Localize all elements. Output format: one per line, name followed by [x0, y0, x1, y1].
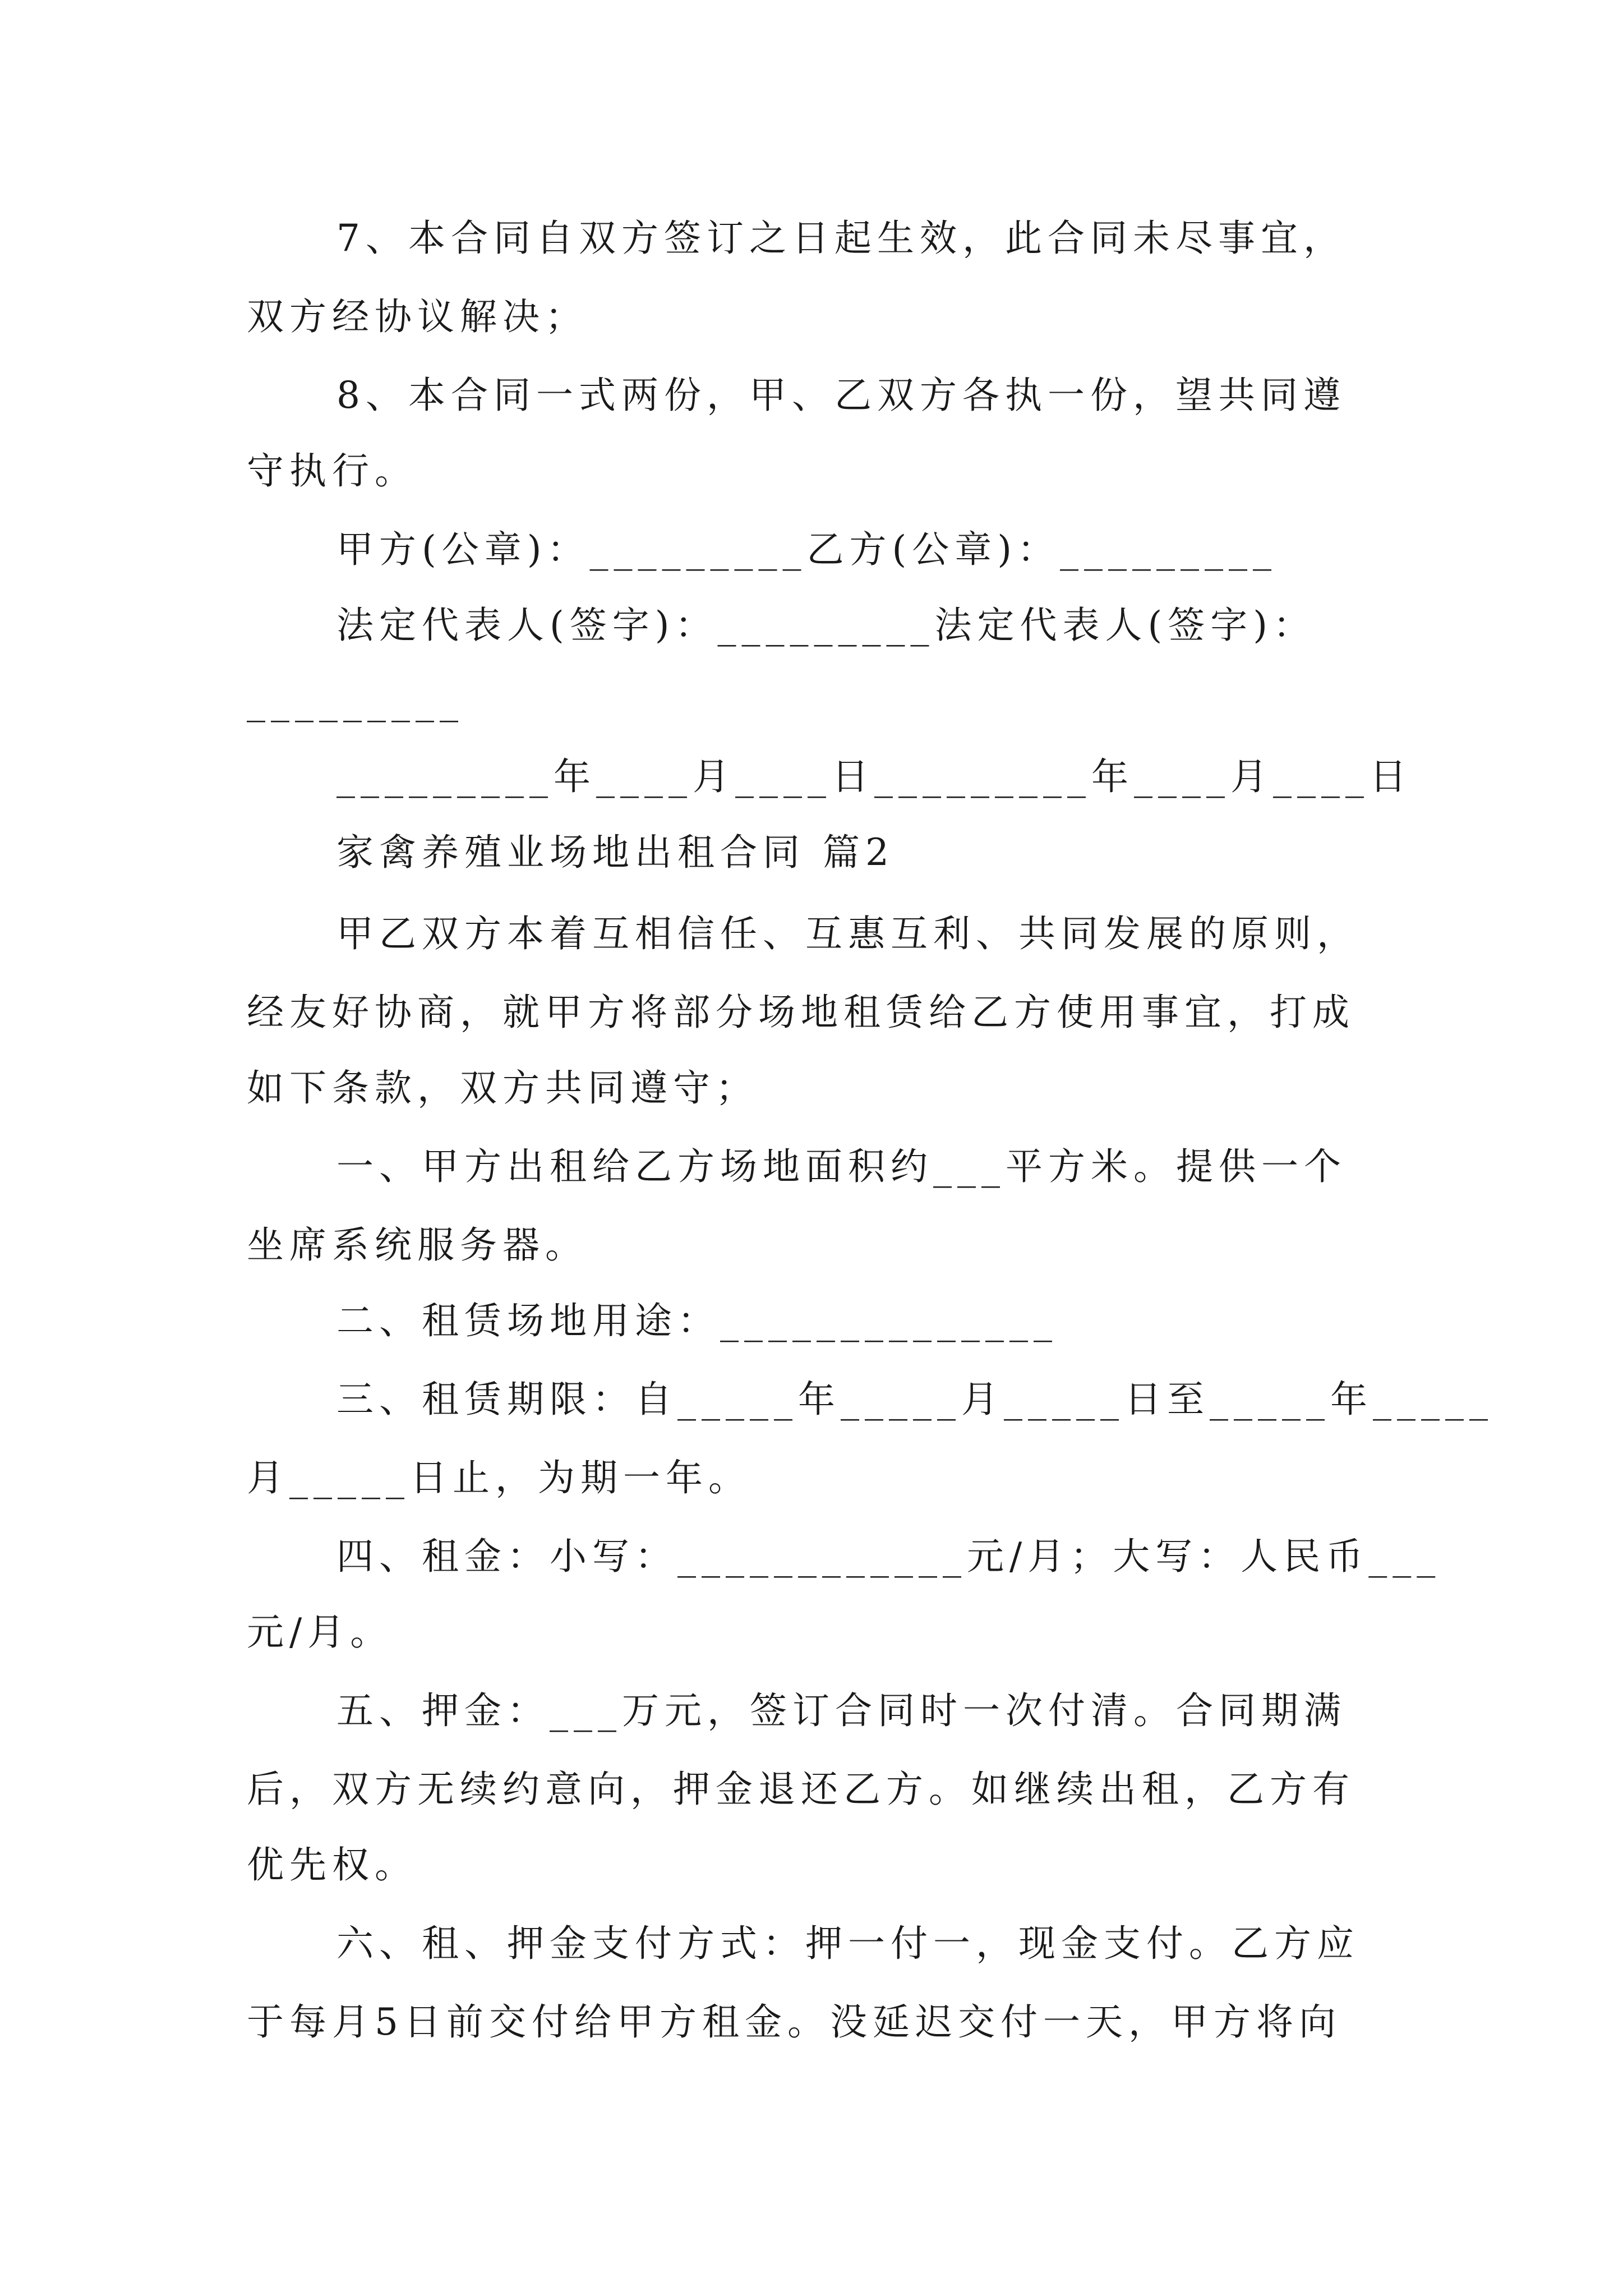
legal-rep-signature-line: 法定代表人(签字)：_________法定代表人(签字)： — [336, 604, 1316, 647]
article-5-line-2: 后，双方无续约意向，押金退还乙方。如继续出租，乙方有 — [247, 1768, 1355, 1811]
party-seal-line: 甲方(公章)：_________乙方(公章)：_________ — [336, 528, 1277, 571]
article-4-line-2: 元/月。 — [247, 1611, 393, 1654]
article-6-line-2: 于每月5日前交付给甲方租金。没延迟交付一天，甲方将向 — [247, 2000, 1341, 2044]
intro-line-1: 甲乙双方本着互相信任、互惠互利、共同发展的原则， — [336, 912, 1359, 955]
clause-7-line-1: 7、本合同自双方签订之日起生效，此合同未尽事宜， — [336, 217, 1346, 260]
intro-line-2: 经友好协商，就甲方将部分场地租赁给乙方使用事宜，打成 — [247, 991, 1355, 1034]
clause-8-line-2: 守执行。 — [247, 449, 417, 493]
section-title-part-2: 家禽养殖业场地出租合同 篇2 — [336, 831, 895, 874]
clause-7-line-2: 双方经协议解决； — [247, 295, 588, 338]
article-5-line-1: 五、押金：___万元，签订合同时一次付清。合同期满 — [336, 1689, 1347, 1732]
article-1-line-1: 一、甲方出租给乙方场地面积约___平方米。提供一个 — [336, 1145, 1347, 1188]
article-3-line-2: 月_____日止，为期一年。 — [247, 1456, 751, 1499]
article-5-line-3: 优先权。 — [247, 1843, 417, 1887]
article-2-line: 二、租赁场地用途：______________ — [336, 1299, 1058, 1342]
article-3-line-1: 三、租赁期限：自_____年_____月_____日至_____年_____ — [336, 1378, 1493, 1421]
intro-line-3: 如下条款，双方共同遵守； — [247, 1066, 758, 1110]
signature-blank-continued: _________ — [247, 679, 464, 723]
clause-8-line-1: 8、本合同一式两份，甲、乙双方各执一份，望共同遵 — [336, 374, 1346, 417]
article-4-line-1: 四、租金：小写：____________元/月；大写：人民币___ — [336, 1535, 1441, 1578]
date-line: _________年____月____日_________年____月____日 — [336, 755, 1412, 798]
article-1-line-2: 坐席系统服务器。 — [247, 1223, 588, 1267]
article-6-line-1: 六、租、押金支付方式：押一付一，现金支付。乙方应 — [336, 1922, 1359, 1965]
